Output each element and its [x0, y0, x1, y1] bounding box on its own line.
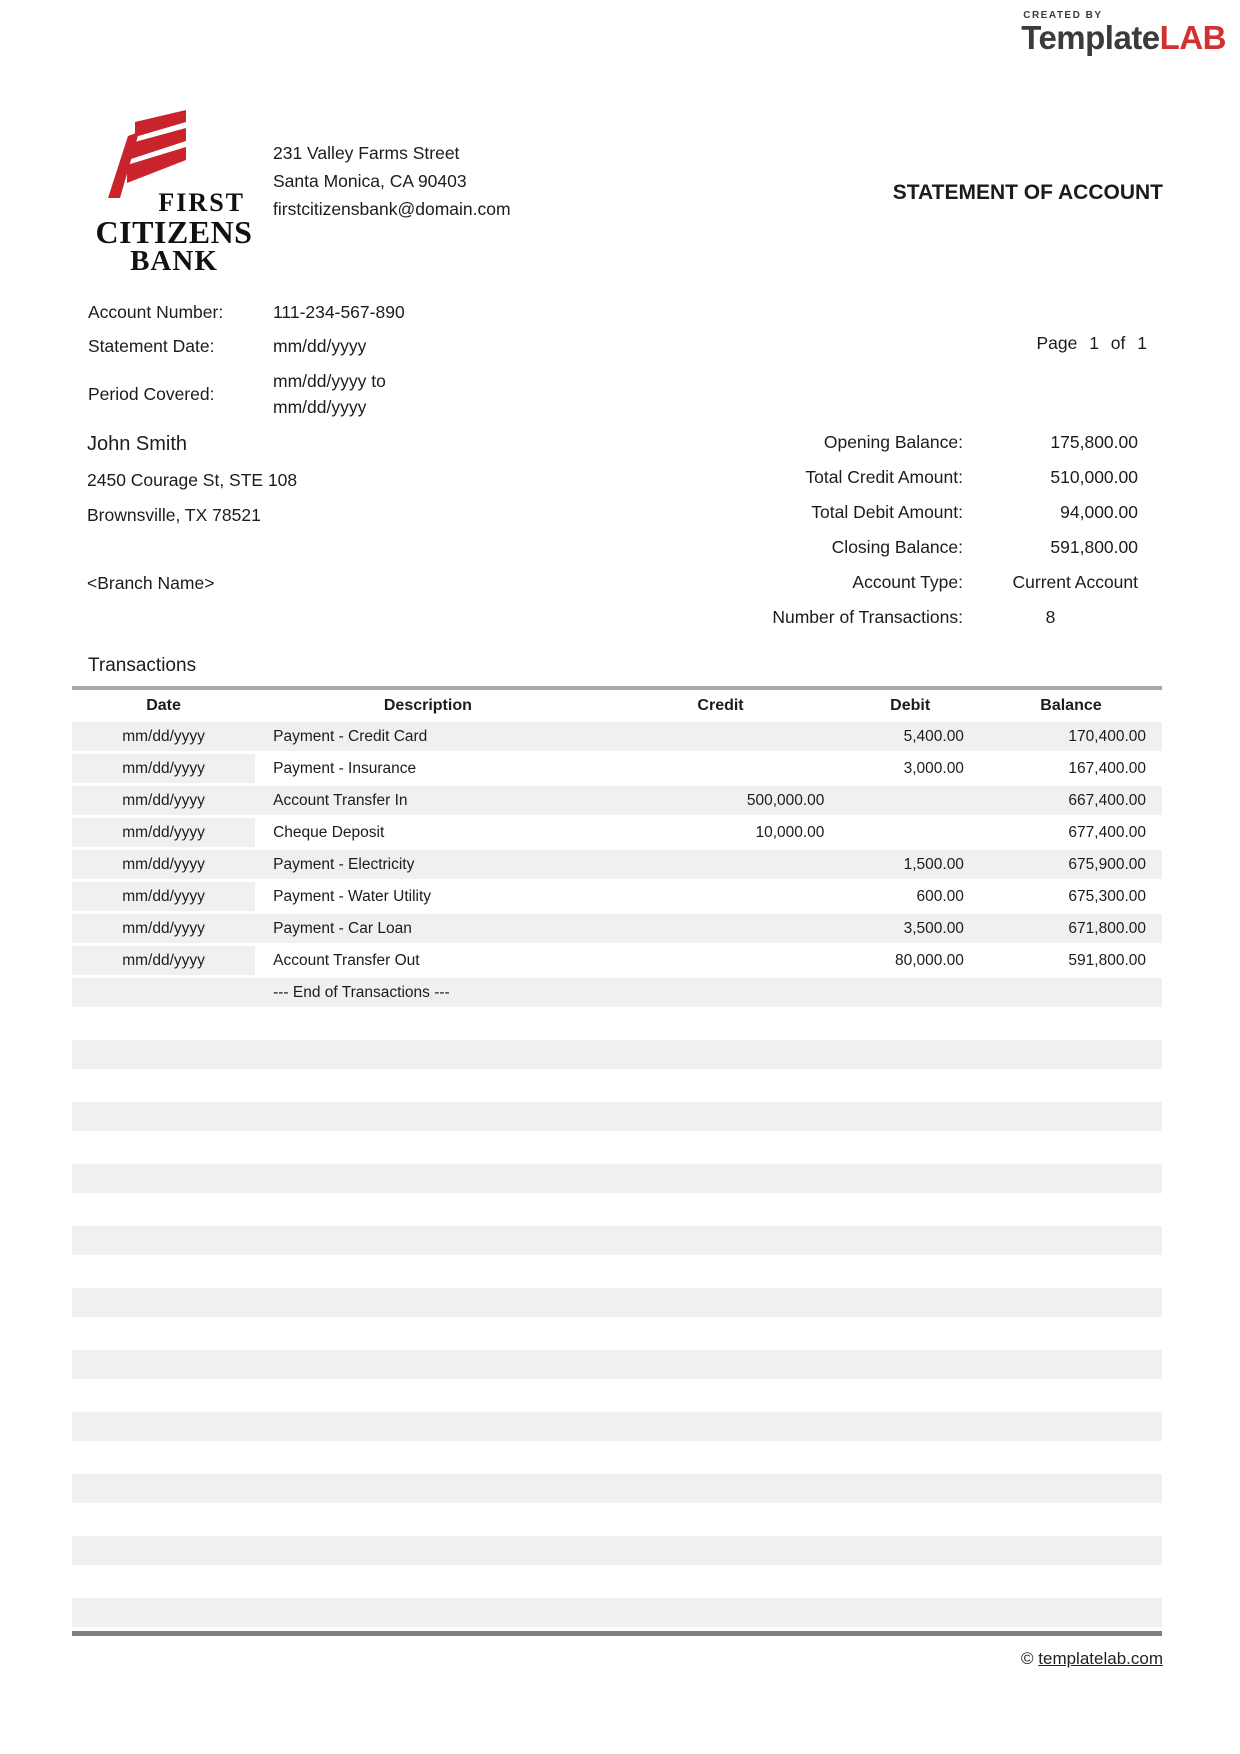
customer-address-line1: 2450 Courage St, STE 108	[87, 470, 298, 490]
transaction-debit: 3,500.00	[840, 914, 980, 943]
summary-value: 510,000.00	[1050, 467, 1138, 487]
column-header-credit: Credit	[601, 693, 841, 719]
period-covered-value-line1: mm/dd/yyyy to	[273, 371, 386, 391]
account-number-value: 111-234-567-890	[273, 302, 405, 322]
empty-row	[72, 1412, 1162, 1441]
summary-label: Total Credit Amount:	[805, 467, 963, 487]
empty-row	[72, 1288, 1162, 1317]
transaction-credit	[601, 850, 841, 879]
bank-name-first: FIRST	[158, 188, 245, 217]
transaction-row	[72, 946, 1162, 975]
transaction-balance: 167,400.00	[1068, 759, 1146, 777]
summary-label: Closing Balance:	[831, 537, 963, 557]
empty-row	[72, 1350, 1162, 1379]
transaction-balance: 591,800.00	[1068, 951, 1146, 969]
transaction-row	[72, 850, 1162, 879]
column-header-date: Date	[72, 693, 255, 719]
transaction-date: mm/dd/yyyy	[72, 786, 255, 815]
bank-email: firstcitizensbank@domain.com	[273, 199, 511, 219]
summary-value: 8	[1045, 607, 1056, 627]
summary-row-opening-balance	[600, 425, 1138, 460]
summary-row-total-credit	[600, 460, 1138, 495]
customer-address-line2: Brownsville, TX 78521	[87, 505, 261, 525]
empty-row	[72, 1102, 1162, 1131]
transaction-row	[72, 818, 1162, 847]
transaction-description: Payment - Credit Card	[255, 722, 601, 751]
empty-row	[72, 1474, 1162, 1503]
transaction-debit	[840, 818, 980, 847]
created-by-label: CREATED BY	[1023, 10, 1103, 21]
transaction-debit: 600.00	[916, 887, 964, 905]
transaction-date: mm/dd/yyyy	[72, 722, 255, 751]
transaction-credit	[601, 946, 841, 975]
column-header-description: Description	[255, 693, 601, 719]
transaction-row	[72, 882, 1162, 911]
summary-label: Total Debit Amount:	[811, 502, 963, 522]
summary-row-closing-balance	[600, 530, 1138, 565]
transaction-credit	[601, 754, 841, 783]
transaction-credit: 10,000.00	[755, 823, 825, 841]
transaction-date: mm/dd/yyyy	[72, 914, 255, 943]
column-header-debit: Debit	[840, 693, 980, 719]
transaction-row	[72, 914, 1162, 943]
period-covered-label: Period Covered:	[88, 384, 215, 404]
transaction-description: Account Transfer In	[255, 786, 601, 815]
transaction-description: Cheque Deposit	[273, 823, 385, 841]
bank-address-block	[273, 139, 511, 223]
summary-value: 94,000.00	[1060, 502, 1138, 522]
transaction-balance: 675,300.00	[1068, 887, 1146, 905]
summary-value: 591,800.00	[1050, 537, 1138, 557]
transaction-description: Account Transfer Out	[273, 951, 420, 969]
transaction-date: mm/dd/yyyy	[72, 850, 255, 879]
transaction-debit: 5,400.00	[840, 722, 980, 751]
transaction-debit	[840, 786, 980, 815]
bank-address-line2: Santa Monica, CA 90403	[273, 171, 467, 191]
bank-name-citizens: CITIZENS	[95, 214, 253, 250]
footer-divider	[72, 1631, 1162, 1636]
transactions-header-row	[72, 693, 1162, 719]
branch-name-placeholder: <Branch Name>	[87, 573, 215, 593]
transaction-description: Payment - Insurance	[273, 759, 417, 777]
period-covered-value-line2: mm/dd/yyyy	[273, 397, 367, 417]
customer-name: John Smith	[87, 433, 188, 455]
statement-date-label: Statement Date:	[88, 336, 215, 356]
end-of-transactions-row	[72, 978, 1162, 1007]
empty-row	[72, 1164, 1162, 1193]
summary-label: Number of Transactions:	[772, 607, 963, 627]
empty-row	[72, 1226, 1162, 1255]
summary-label: Opening Balance:	[823, 432, 963, 452]
empty-row	[72, 1598, 1162, 1627]
end-of-transactions-note: --- End of Transactions ---	[255, 978, 1162, 1007]
transaction-debit: 80,000.00	[894, 951, 964, 969]
copyright-icon: ©	[1021, 1649, 1034, 1668]
templatelab-logo	[1021, 10, 1226, 56]
transaction-credit	[601, 914, 841, 943]
page-indicator: Page 1 of 1	[1036, 333, 1147, 353]
transaction-description: Payment - Electricity	[255, 850, 601, 879]
transaction-date: mm/dd/yyyy	[72, 818, 255, 847]
transaction-date-empty	[72, 978, 255, 1007]
transaction-row	[72, 786, 1162, 815]
bank-name-bank: BANK	[130, 245, 218, 277]
account-summary	[600, 425, 1138, 635]
transaction-debit: 1,500.00	[840, 850, 980, 879]
bank-address-line1: 231 Valley Farms Street	[273, 143, 460, 163]
transaction-credit	[601, 722, 841, 751]
column-header-balance: Balance	[980, 693, 1162, 719]
transaction-description: Payment - Car Loan	[255, 914, 601, 943]
transaction-date: mm/dd/yyyy	[72, 946, 255, 975]
templatelab-word-template: Template	[1021, 19, 1160, 56]
transaction-date: mm/dd/yyyy	[72, 882, 255, 911]
empty-row	[72, 1040, 1162, 1069]
transaction-balance: 677,400.00	[1068, 823, 1146, 841]
transaction-balance: 667,400.00	[980, 786, 1162, 815]
summary-value: 175,800.00	[1050, 432, 1138, 452]
transaction-balance: 170,400.00	[980, 722, 1162, 751]
page-title: STATEMENT OF ACCOUNT	[892, 181, 1163, 204]
footer-credit	[1021, 1649, 1163, 1669]
transactions-table	[72, 690, 1162, 1010]
transaction-credit: 500,000.00	[601, 786, 841, 815]
transaction-row	[72, 754, 1162, 783]
summary-value: Current Account	[1012, 572, 1138, 592]
transaction-balance: 675,900.00	[980, 850, 1162, 879]
summary-label: Account Type:	[852, 572, 963, 592]
transaction-date: mm/dd/yyyy	[72, 754, 255, 783]
templatelab-wordmark	[1021, 21, 1226, 56]
transaction-credit	[601, 882, 841, 911]
statement-date-value: mm/dd/yyyy	[273, 336, 367, 356]
transaction-balance: 671,800.00	[980, 914, 1162, 943]
summary-row-total-debit	[600, 495, 1138, 530]
summary-row-transaction-count	[600, 600, 1138, 635]
transaction-row	[72, 722, 1162, 751]
bank-flag-emblem-icon	[102, 110, 190, 198]
templatelab-word-lab: LAB	[1159, 19, 1226, 56]
transaction-description: Payment - Water Utility	[273, 887, 432, 905]
templatelab-link[interactable]: templatelab.com	[1038, 1649, 1163, 1668]
account-number-label: Account Number:	[88, 302, 224, 322]
transactions-heading: Transactions	[88, 655, 197, 676]
empty-rows	[72, 1007, 1162, 1627]
summary-row-account-type	[600, 565, 1138, 600]
empty-row	[72, 1536, 1162, 1565]
transaction-debit: 3,000.00	[903, 759, 964, 777]
